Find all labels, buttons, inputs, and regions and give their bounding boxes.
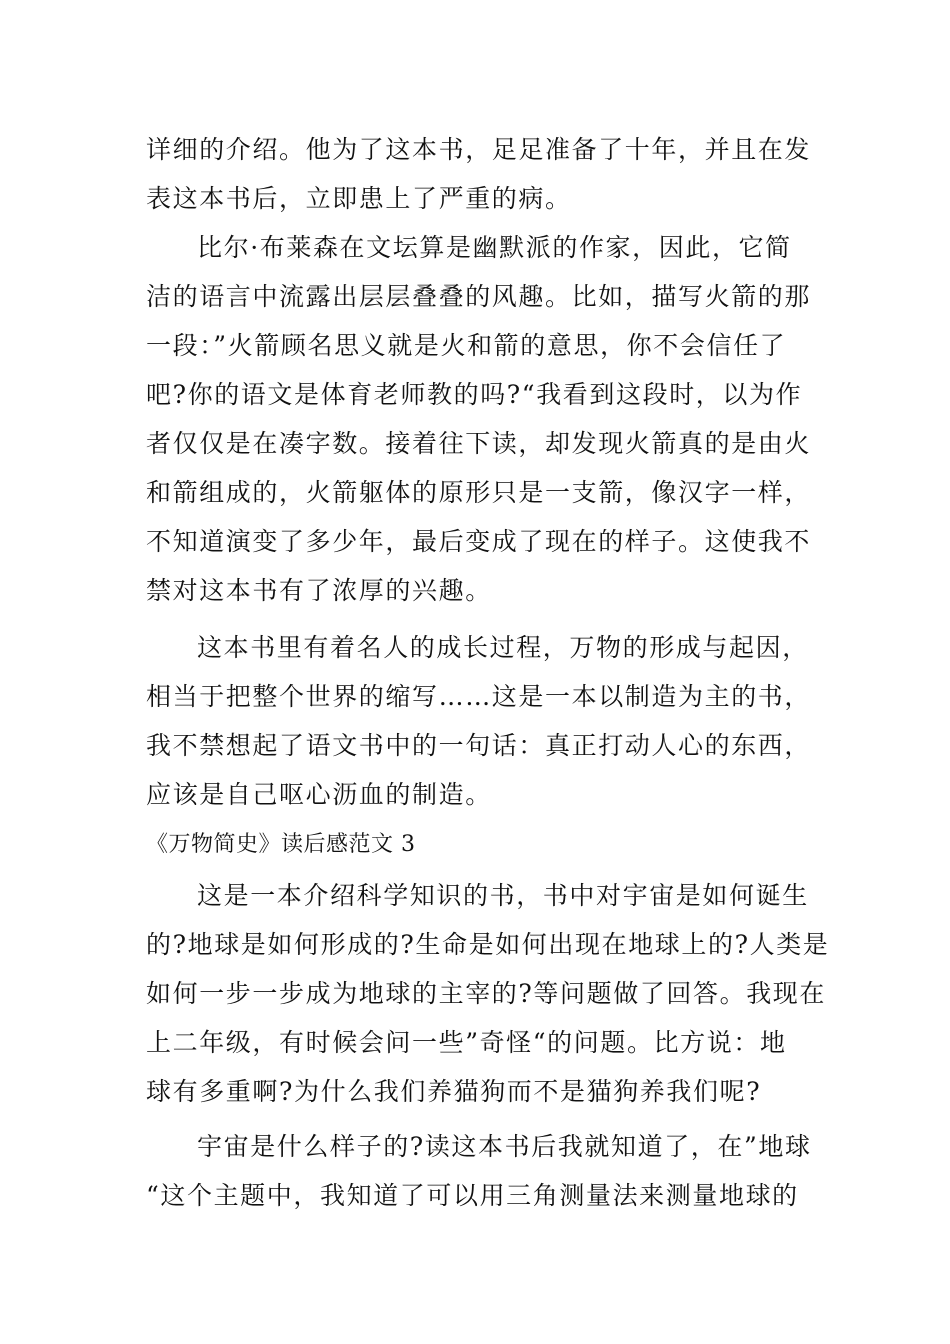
paragraph-2-line-2: 洁的语言中流露出层层叠叠的风趣。比如，描写火箭的那	[146, 282, 812, 311]
paragraph-2-line-5: 者仅仅是在凑字数。接着往下读，却发现火箭真的是由火	[146, 429, 812, 458]
paragraph-2-line-4: 吧?你的语文是体育老师教的吗?“我看到这段时，以为作	[146, 380, 803, 409]
paragraph-5-line-2: “这个主题中，我知道了可以用三角测量法来测量地球的	[146, 1181, 799, 1210]
paragraph-2-line-7: 不知道演变了多少年，最后变成了现在的样子。这使我不	[146, 527, 812, 556]
paragraph-4-line-2: 的?地球是如何形成的?生命是如何出现在地球上的?人类是	[146, 930, 830, 959]
paragraph-5-line-1: 宇宙是什么样子的?读这本书后我就知道了，在”地球	[197, 1132, 812, 1161]
paragraph-4-line-5: 球有多重啊?为什么我们养猫狗而不是猫狗养我们呢?	[146, 1077, 762, 1106]
paragraph-3-line-3: 我不禁想起了语文书中的一句话：真正打动人心的东西，	[146, 731, 812, 760]
paragraph-1-line-1: 详细的介绍。他为了这本书，足足准备了十年，并且在发	[146, 135, 812, 164]
paragraph-3-line-1: 这本书里有着名人的成长过程，万物的形成与起因，	[197, 633, 809, 662]
paragraph-4-line-3: 如何一步一步成为地球的主宰的?等问题做了回答。我现在	[146, 979, 827, 1008]
paragraph-1-line-2: 表这本书后，立即患上了严重的病。	[146, 184, 572, 213]
paragraph-2-line-1: 比尔·布莱森在文坛算是幽默派的作家，因此，它简	[197, 233, 792, 262]
paragraph-4-line-4: 上二年级，有时候会问一些”奇怪“的问题。比方说：地	[146, 1028, 787, 1057]
paragraph-2-line-3: 一段：”火箭顾名思义就是火和箭的意思，你不会信任了	[146, 331, 787, 360]
paragraph-3-line-4: 应该是自己呕心沥血的制造。	[146, 780, 492, 809]
paragraph-2-line-8: 禁对这本书有了浓厚的兴趣。	[146, 576, 492, 605]
paragraph-2-line-6: 和箭组成的，火箭躯体的原形只是一支箭，像汉字一样，	[146, 478, 812, 507]
section-heading: 《万物简史》读后感范文 3	[146, 832, 416, 857]
paragraph-4-line-1: 这是一本介绍科学知识的书，书中对宇宙是如何诞生	[197, 881, 809, 910]
paragraph-3-line-2: 相当于把整个世界的缩写……这是一本以制造为主的书，	[146, 682, 812, 711]
